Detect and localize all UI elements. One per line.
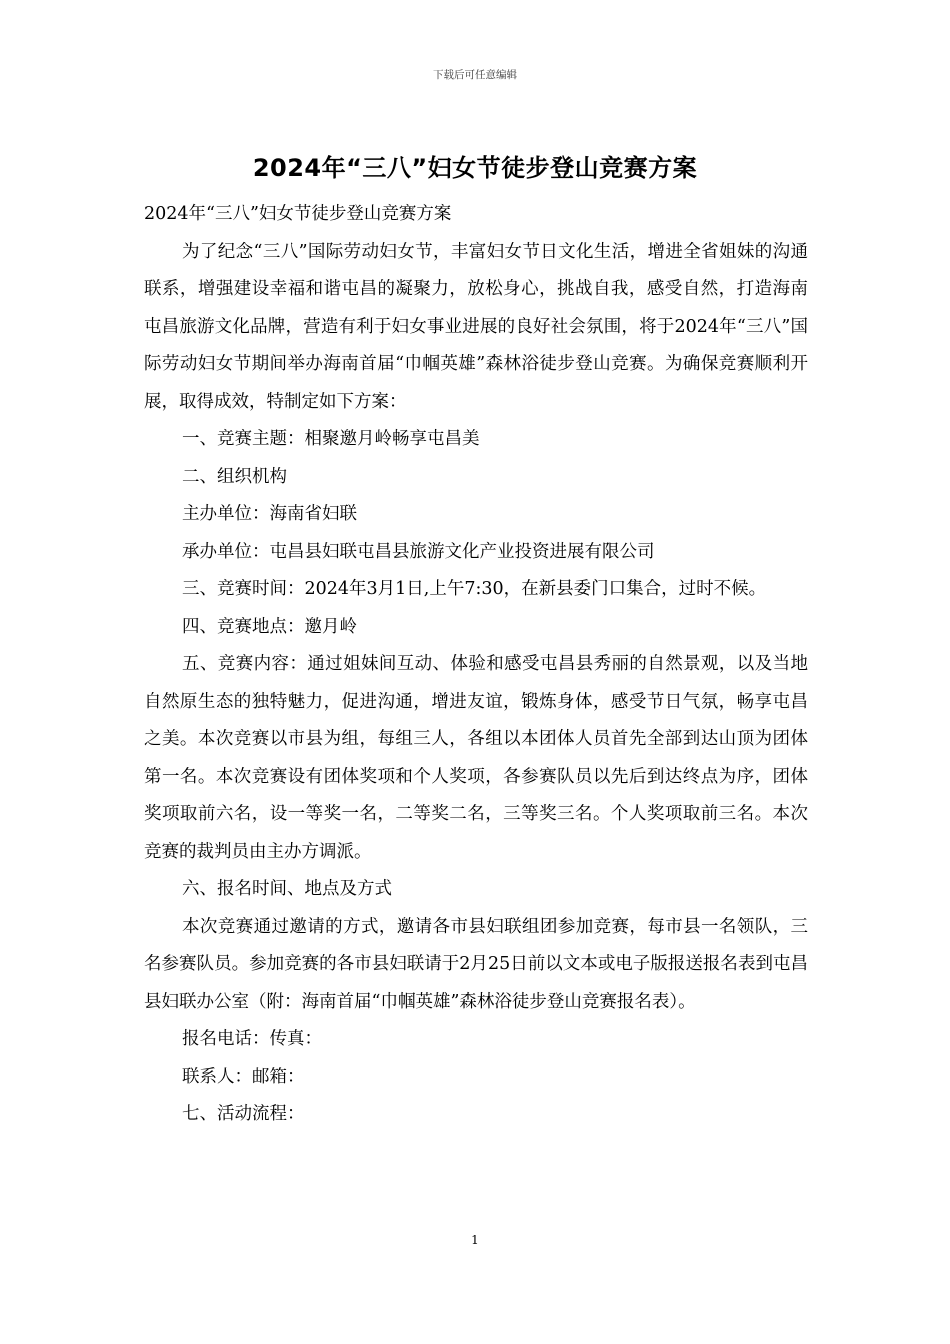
header-note: 下载后可任意编辑 (433, 69, 517, 81)
section-time: 三、竞赛时间：2024年3月1日,上午7:30，在新县委门口集合，过时不候。 (182, 579, 767, 599)
intro-paragraph: 为了纪念“三八”国际劳动妇女节，丰富妇女节日文化生活，增进全省姐妹的沟通联系，增强建设幸福和谐屯昌的凝聚力，放松身心，挑战自我，感受自然，打造海南屯昌旅游文化品牌，营造有利于妇女事业进展的良好社会氛围，将于2024年“三八”国际劳动妇女节期间举办海南首届“巾帼英雄”森林浴徒步登山竞赛。为确保竞赛顺利开展，取得成效，特制定如下方案： (144, 241, 808, 412)
organizer-line: 主办单位：海南省妇联 (182, 504, 357, 524)
section-theme: 一、竞赛主题：相聚邀月岭畅享屯昌美 (182, 429, 480, 449)
registration-paragraph: 本次竞赛通过邀请的方式，邀请各市县妇联组团参加竞赛，每市县一名领队，三名参赛队员。参加竞赛的各市县妇联请于2月25日前以文本或电子版报送报名表到屯昌县妇联办公室（附：海南首届“巾帼英雄”森林浴徒步登山竞赛报名表）。 (144, 916, 808, 1012)
section-content: 五、竞赛内容：通过姐妹间互动、体验和感受屯昌县秀丽的自然景观，以及当地自然原生态的独特魅力，促进沟通，增进友谊，锻炼身体，感受节日气氛，畅享屯昌之美。本次竞赛以市县为组，每组三人，各组以本团体人员首先全部到达山顶为团体第一名。本次竞赛设有团体奖项和个人奖项，各参赛队员以先后到达终点为序，团体奖项取前六名，设一等奖一名，二等奖二名，三等奖三名。个人奖项取前三名。本次竞赛的裁判员由主办方调派。 (144, 654, 808, 862)
registration-phone-fax: 报名电话：传真： (182, 1029, 322, 1049)
document-subtitle: 2024年“三八”妇女节徒步登山竞赛方案 (144, 204, 452, 224)
section-registration-heading: 六、报名时间、地点及方式 (182, 879, 392, 899)
page-number: 1 (471, 1233, 479, 1247)
section-process-heading: 七、活动流程： (182, 1104, 305, 1124)
contact-email: 联系人：邮箱： (182, 1066, 305, 1087)
document-body (144, 196, 808, 1134)
section-organization-heading: 二、组织机构 (182, 466, 287, 487)
document-title: 2024年“三八”妇女节徒步登山竞赛方案 (252, 154, 698, 182)
section-location: 四、竞赛地点：邀月岭 (182, 616, 357, 637)
co-organizer-line: 承办单位：屯昌县妇联屯昌县旅游文化产业投资进展有限公司 (182, 541, 655, 562)
